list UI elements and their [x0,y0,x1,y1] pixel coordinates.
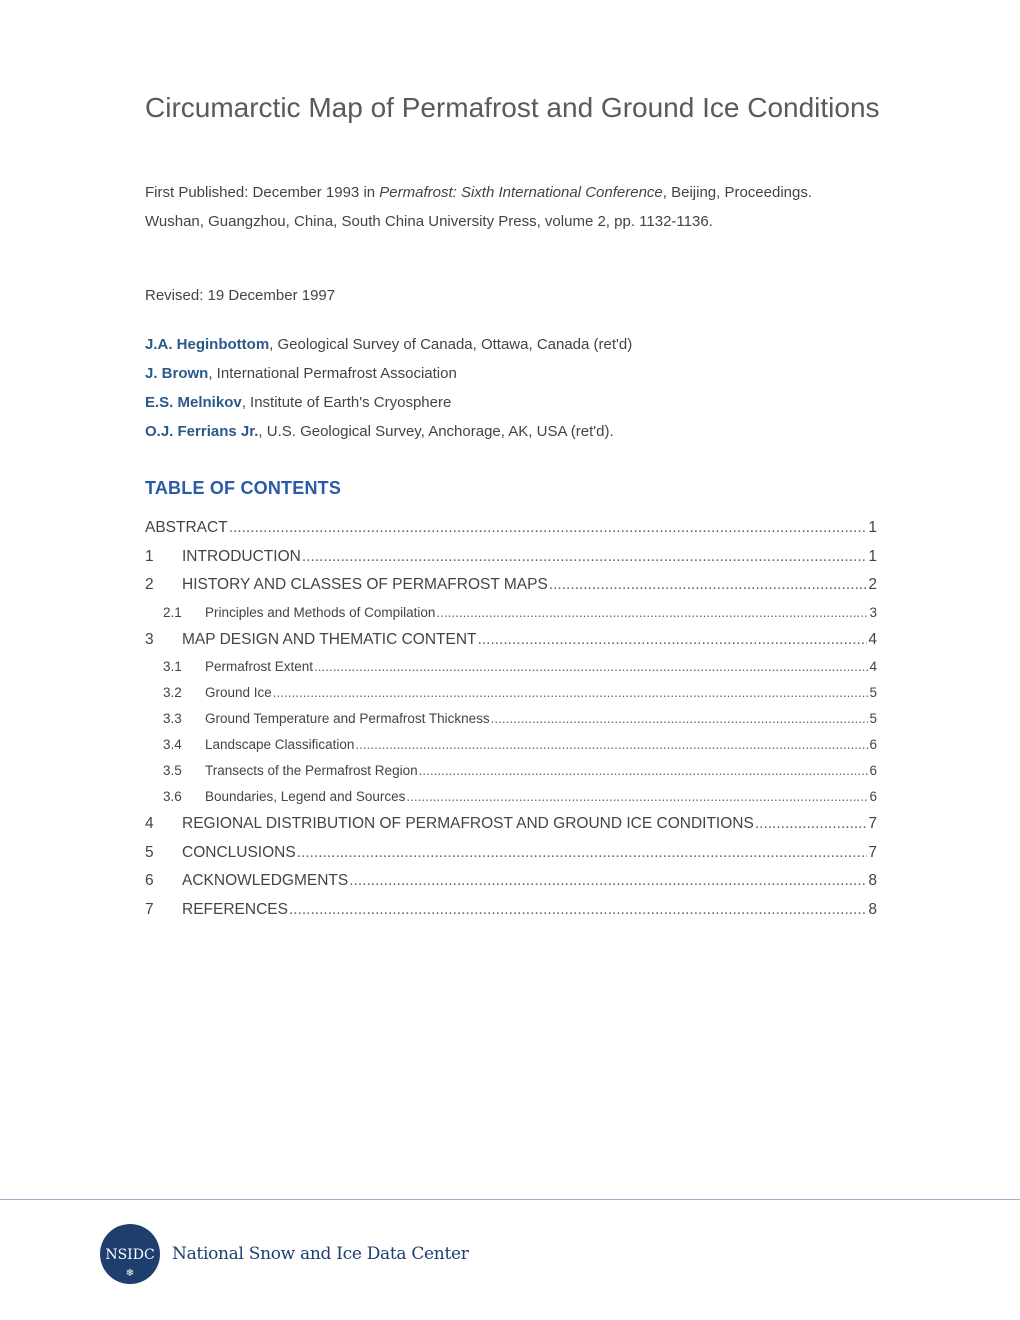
toc-leader [273,685,869,700]
toc-leader [289,901,867,919]
author-affiliation: , Institute of Earth's Cryosphere [241,394,452,411]
author-entry [145,334,632,363]
toc-entry-ground-temperature[interactable] [145,711,877,737]
toc-entry-page: 4 [869,659,877,674]
author-name: J.A. Heginbottom [145,336,270,353]
toc-entry-page: 6 [869,763,877,778]
toc-leader [406,789,868,804]
author-name: J. Brown [145,365,209,382]
toc-entry-title: HISTORY AND CLASSES OF PERMAFROST MAPS [182,576,548,593]
toc-entry-conclusions[interactable] [145,844,877,873]
author-list [145,334,632,450]
author-name: O.J. Ferrians Jr. [145,423,259,440]
toc-entry-title: MAP DESIGN AND THEMATIC CONTENT [182,630,477,648]
author-entry [145,421,632,450]
toc-leader [549,576,868,594]
toc-entry-page: 7 [868,815,877,832]
toc-leader [491,711,869,726]
toc-leader [478,631,868,649]
toc-entry-page: 1 [868,547,877,565]
toc-entry-number: 4 [145,815,154,832]
publication-info [145,178,845,236]
toc-entry-title: Transects of the Permafrost Region [205,763,418,778]
publication-prefix: First Published: December 1993 in [145,184,380,201]
publication-suffix: , Beijing, Proceedings. Wushan, Guangzhou, China, South China University Press, volume 2, pp. 1132-1136. [145,184,813,230]
toc-leader [302,548,868,566]
toc-entry-map-design[interactable] [145,631,877,660]
toc-entry-references[interactable] [145,901,877,930]
toc-entry-number: 5 [145,843,154,861]
toc-entry-number: 3.5 [163,763,182,778]
toc-entry-page: 8 [868,900,877,918]
toc-leader [349,872,867,890]
toc-leader [755,815,868,833]
toc-entry-title: INTRODUCTION [182,547,301,565]
toc-entry-page: 5 [869,711,877,726]
nsidc-logo [100,1224,160,1284]
toc-entry-title: Permafrost Extent [205,659,314,674]
toc-entry-page: 3 [869,604,877,620]
author-entry [145,363,632,392]
toc-entry-number: 7 [145,900,154,918]
toc-entry-title: Principles and Methods of Compilation [205,604,436,620]
toc-entry-title: ABSTRACT [145,519,228,536]
toc-entry-number: 1 [145,547,154,565]
organization-name: National Snow and Ice Data Center [172,1244,469,1264]
toc-entry-title: REGIONAL DISTRIBUTION OF PERMAFROST AND GROUND ICE CONDITIONS [182,815,754,832]
logo-text: NSIDC [105,1247,155,1263]
revised-date: Revised: 19 December 1997 [145,287,336,304]
toc-entry-introduction[interactable] [145,548,877,577]
author-affiliation: , Geological Survey of Canada, Ottawa, Canada (ret'd) [269,336,633,353]
toc-leader [419,763,869,778]
toc-entry-page: 6 [869,789,877,804]
table-of-contents [145,519,877,929]
toc-entry-boundaries[interactable] [145,789,877,815]
toc-entry-abstract[interactable] [145,519,877,548]
toc-entry-title: ACKNOWLEDGMENTS [182,872,349,889]
toc-entry-page: 6 [869,737,877,752]
toc-entry-title: CONCLUSIONS [182,843,296,861]
toc-entry-page: 5 [869,685,877,700]
toc-leader [314,659,868,674]
toc-entry-page: 2 [868,576,877,593]
author-entry [145,392,632,421]
toc-entry-history[interactable] [145,576,877,605]
toc-leader [436,605,868,620]
toc-entry-number: 3.3 [163,711,182,726]
toc-entry-title: REFERENCES [182,900,288,918]
toc-leader [355,737,868,752]
toc-entry-title: Ground Ice [205,685,272,700]
toc-entry-permafrost-extent[interactable] [145,659,877,685]
toc-heading: TABLE OF CONTENTS [145,478,342,498]
document-title: Circumarctic Map of Permafrost and Ground Ice Conditions [145,92,880,123]
toc-entry-title: Ground Temperature and Permafrost Thickness [205,711,490,726]
toc-entry-transects[interactable] [145,763,877,789]
toc-entry-number: 3.2 [163,685,182,700]
toc-entry-ground-ice[interactable] [145,685,877,711]
author-name: E.S. Melnikov [145,394,242,411]
toc-entry-number: 3.1 [163,659,182,674]
toc-entry-page: 7 [868,843,877,861]
toc-entry-principles[interactable] [145,605,877,631]
toc-entry-number: 3 [145,630,154,648]
toc-entry-landscape[interactable] [145,737,877,763]
toc-entry-page: 1 [868,519,877,536]
author-affiliation: , U.S. Geological Survey, Anchorage, AK, USA (ret'd). [258,423,614,440]
publication-journal: Permafrost: Sixth International Conference [379,184,663,201]
toc-entry-page: 8 [868,872,877,889]
toc-entry-number: 3.4 [163,737,182,752]
toc-entry-title: Boundaries, Legend and Sources [205,789,406,804]
footer-divider [0,1199,1020,1200]
toc-leader [229,519,868,537]
toc-entry-number: 2 [145,576,154,593]
toc-entry-acknowledgments[interactable] [145,872,877,901]
toc-entry-number: 3.6 [163,789,182,804]
toc-entry-number: 6 [145,872,154,889]
toc-entry-page: 4 [868,630,877,648]
toc-entry-title: Landscape Classification [205,737,355,752]
toc-entry-number: 2.1 [163,604,182,620]
toc-entry-regional[interactable] [145,815,877,844]
toc-leader [297,844,868,862]
author-affiliation: , International Permafrost Association [208,365,457,382]
snowflake-icon: ❄ [125,1268,135,1279]
